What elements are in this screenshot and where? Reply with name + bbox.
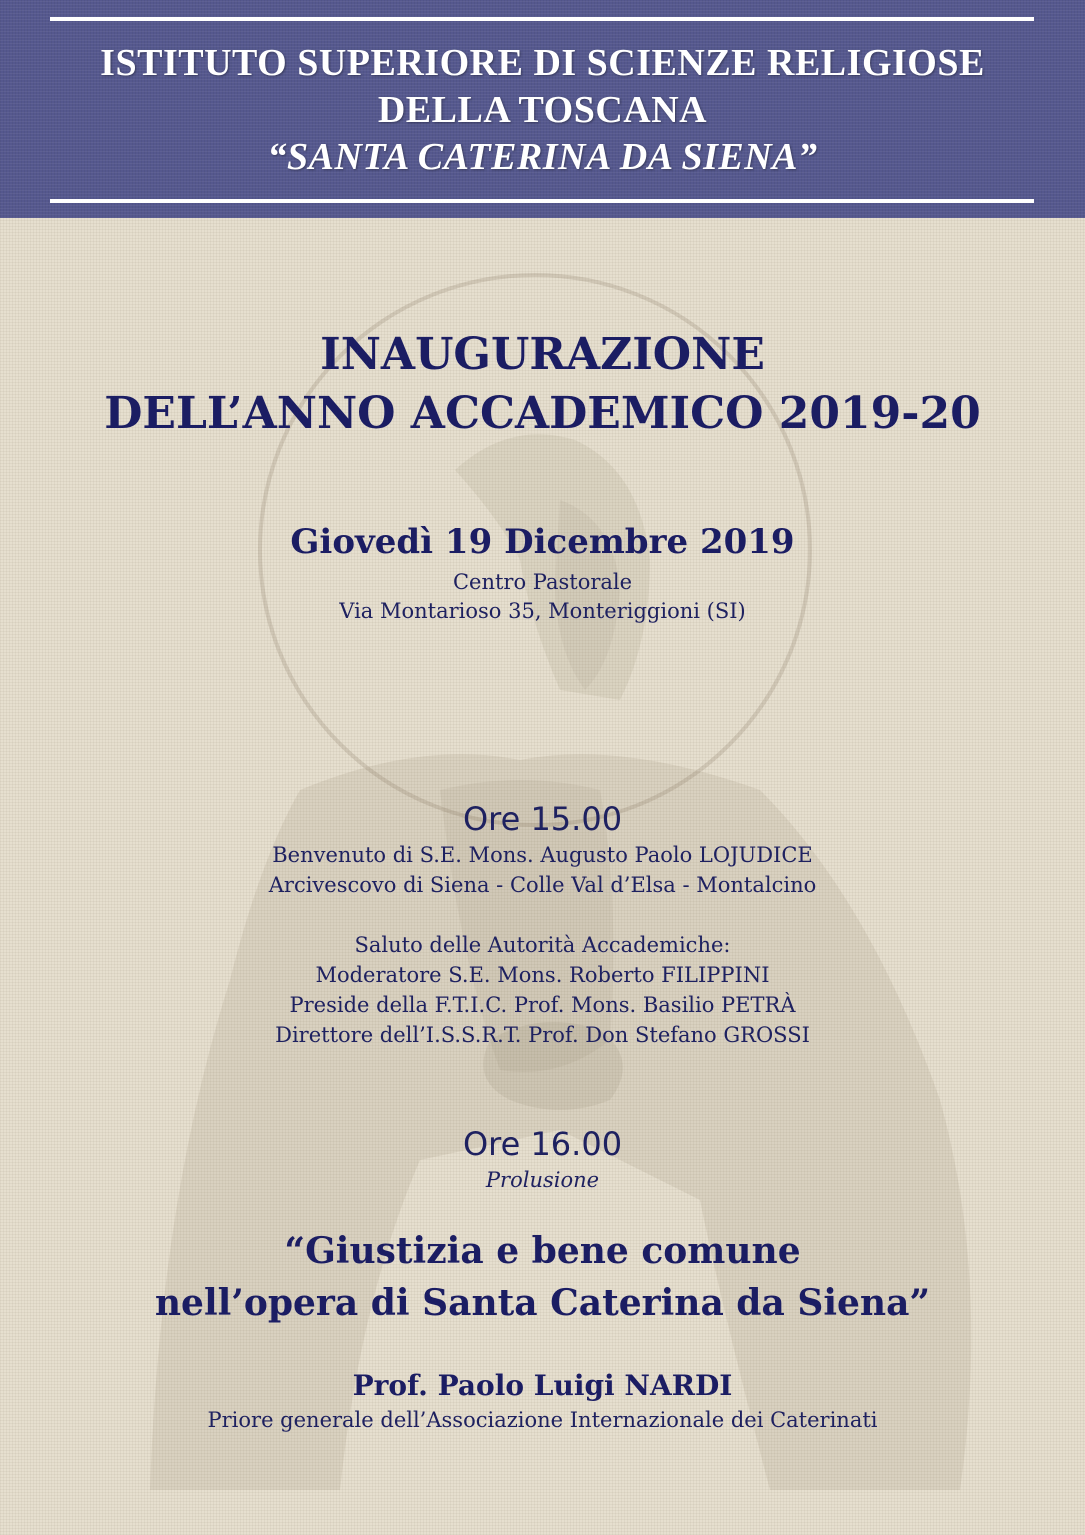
header-banner — [0, 0, 1085, 218]
greeting-item: Moderatore S.E. Mons. Roberto FILIPPINI — [315, 963, 770, 987]
institute-name-line1: ISTITUTO SUPERIORE DI SCIENZE RELIGIOSE — [100, 42, 985, 84]
session1-welcome: Benvenuto di S.E. Mons. Augusto Paolo LOJUDICE — [272, 843, 813, 867]
event-title-line1: INAUGURAZIONE — [320, 329, 765, 380]
speaker-role: Priore generale dell’Associazione Internazionale dei Caterinati — [207, 1408, 878, 1432]
header-bottom-rule — [50, 199, 1034, 203]
greeting-item: Preside della F.T.I.C. Prof. Mons. Basilio PETRÀ — [289, 993, 796, 1017]
event-title-line2: DELL’ANNO ACCADEMICO 2019-20 — [104, 388, 981, 439]
session1-welcome-role: Arcivescovo di Siena - Colle Val d’Elsa - Montalcino — [268, 873, 817, 897]
greeting-item: Direttore dell’I.S.S.R.T. Prof. Don Stefano GROSSI — [275, 1023, 810, 1047]
greetings-heading: Saluto delle Autorità Accademiche: — [354, 933, 731, 957]
institute-name-line2: DELLA TOSCANA — [377, 89, 708, 131]
event-venue: Centro Pastorale — [452, 570, 633, 594]
session2-time: Ore 16.00 — [462, 1125, 623, 1163]
lecture-title-line2: nell’opera di Santa Caterina da Siena” — [154, 1282, 931, 1324]
session2-label: Prolusione — [485, 1168, 600, 1192]
event-address: Via Montarioso 35, Monteriggioni (SI) — [339, 599, 746, 623]
lecture-title-line1: “Giustizia e bene comune — [284, 1230, 801, 1272]
session1-time: Ore 15.00 — [462, 800, 623, 838]
header-top-rule — [50, 17, 1034, 21]
institute-name-line3: “SANTA CATERINA DA SIENA” — [267, 136, 818, 178]
speaker-name: Prof. Paolo Luigi NARDI — [352, 1369, 733, 1402]
event-date: Giovedì 19 Dicembre 2019 — [290, 522, 795, 562]
